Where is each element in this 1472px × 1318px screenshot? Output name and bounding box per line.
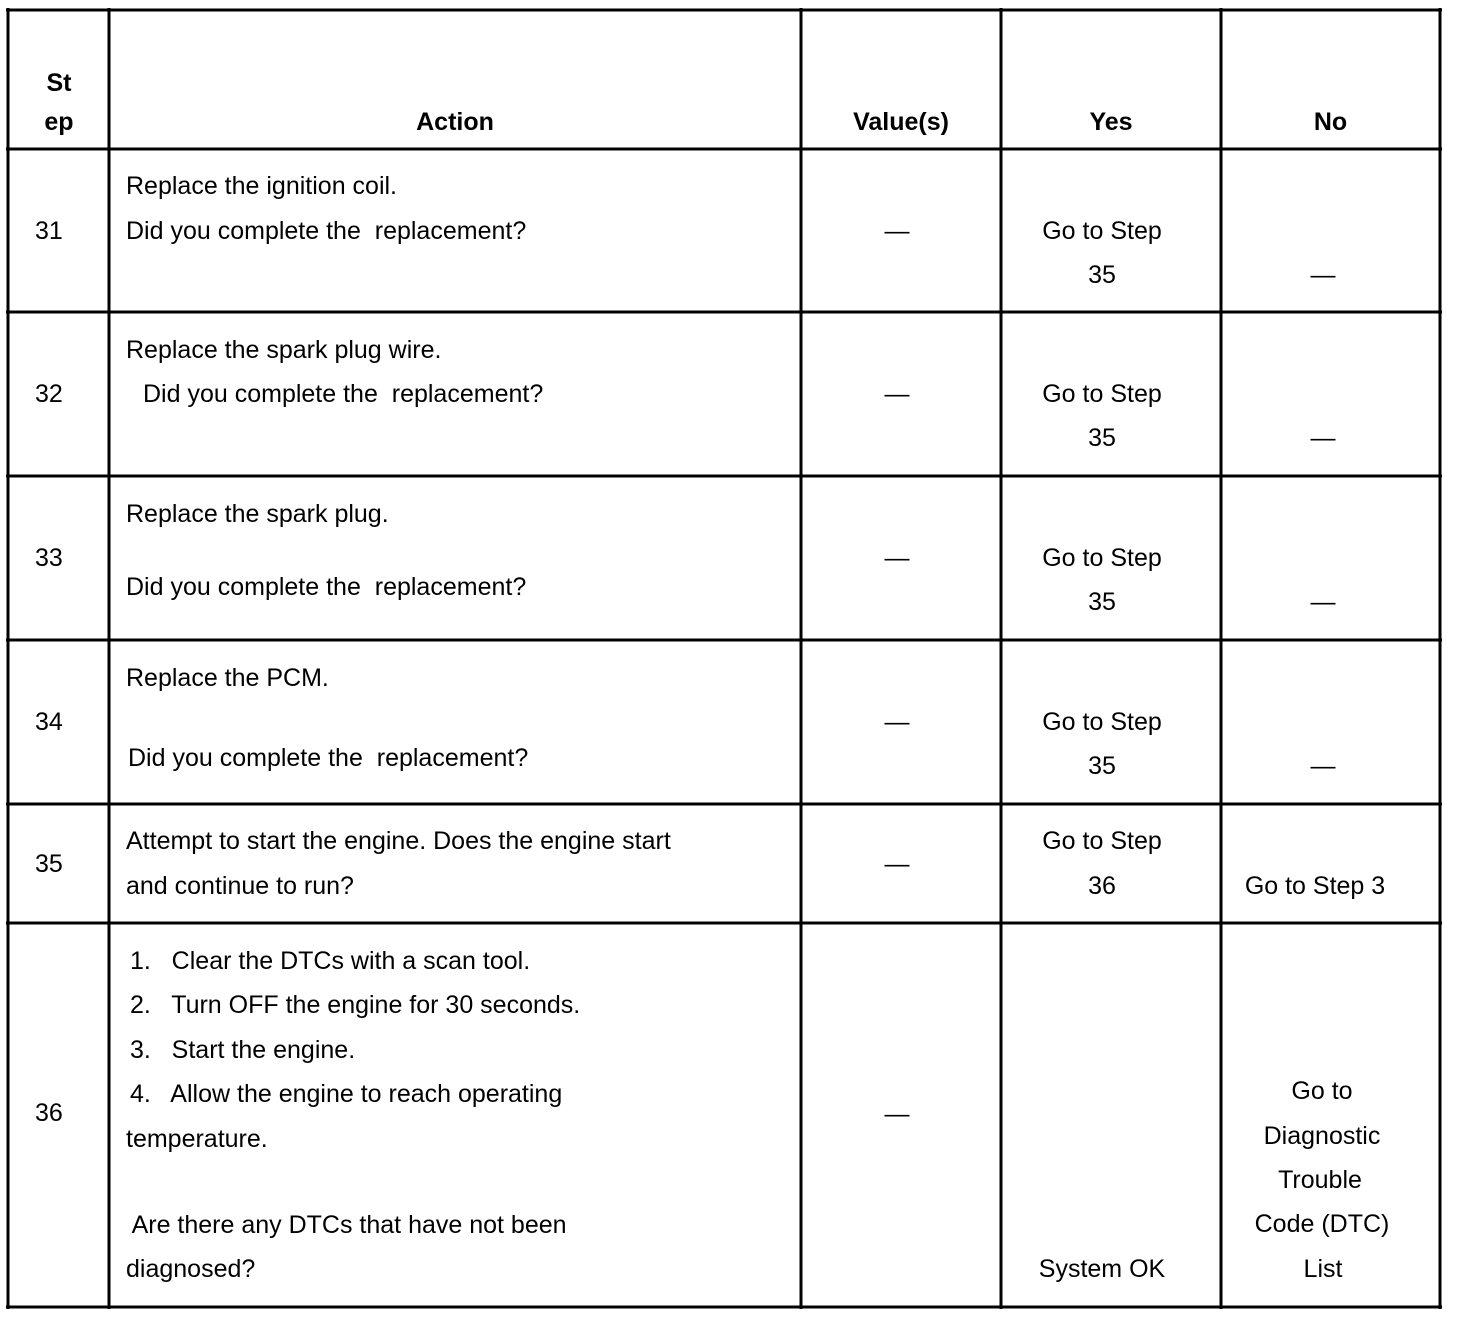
no-cell: —: [1310, 424, 1336, 452]
action-list-item: 2. Turn OFF the engine for 30 seconds.: [130, 991, 581, 1019]
no-cell-line: Diagnostic: [1263, 1122, 1381, 1150]
header-yes: Yes: [1089, 108, 1133, 136]
action-text-continued: and continue to run?: [126, 872, 354, 900]
value-cell: —: [884, 217, 910, 245]
action-question: Did you complete the replacement?: [128, 744, 529, 772]
action-text: Replace the spark plug.: [126, 500, 389, 528]
step-number: 36: [35, 1099, 63, 1127]
yes-cell-line1: Go to Step: [1042, 544, 1162, 572]
no-cell-line: List: [1303, 1255, 1343, 1283]
yes-cell: System OK: [1038, 1255, 1166, 1283]
no-cell-line: Code (DTC): [1254, 1210, 1390, 1238]
yes-cell-line2: 35: [1088, 752, 1116, 780]
action-question: Did you complete the replacement?: [126, 573, 527, 601]
yes-cell-line2: 35: [1088, 424, 1116, 452]
yes-cell-line2: 35: [1088, 261, 1116, 289]
header-no: No: [1313, 108, 1348, 136]
action-list-item: 3. Start the engine.: [130, 1036, 356, 1064]
yes-cell-line1: Go to Step: [1042, 827, 1162, 855]
step-number: 32: [35, 380, 63, 408]
action-list-item: 1. Clear the DTCs with a scan tool.: [130, 947, 531, 975]
yes-cell-line1: Go to Step: [1042, 380, 1162, 408]
action-list-item-continued: temperature.: [126, 1125, 268, 1153]
action-question: Are there any DTCs that have not been: [126, 1211, 567, 1239]
action-question: Did you complete the replacement?: [143, 380, 544, 408]
value-cell: —: [884, 1100, 910, 1128]
step-number: 33: [35, 544, 63, 572]
action-text: Replace the spark plug wire.: [126, 336, 442, 364]
action-question-continued: diagnosed?: [126, 1255, 256, 1283]
value-cell: —: [884, 850, 910, 878]
no-cell: —: [1310, 261, 1336, 289]
yes-cell-line1: Go to Step: [1042, 217, 1162, 245]
step-number: 31: [35, 217, 63, 245]
header-values: Value(s): [853, 108, 949, 136]
yes-cell-line1: Go to Step: [1042, 708, 1162, 736]
action-text: Replace the ignition coil.: [126, 172, 397, 200]
action-text: Replace the PCM.: [126, 664, 329, 692]
yes-cell-line2: 36: [1088, 872, 1116, 900]
value-cell: —: [884, 380, 910, 408]
header-step-line1: St: [46, 69, 72, 97]
header-step-line2: ep: [44, 108, 74, 136]
no-cell: —: [1310, 752, 1336, 780]
value-cell: —: [884, 708, 910, 736]
no-cell: —: [1310, 588, 1336, 616]
no-cell-line: Go to: [1291, 1077, 1353, 1105]
value-cell: —: [884, 544, 910, 572]
step-number: 35: [35, 850, 63, 878]
header-action: Action: [416, 108, 494, 136]
no-cell: Go to Step 3: [1244, 872, 1386, 900]
yes-cell-line2: 35: [1088, 588, 1116, 616]
no-cell-line: Trouble: [1278, 1166, 1362, 1194]
step-number: 34: [35, 708, 63, 736]
action-question: Did you complete the replacement?: [126, 217, 527, 245]
action-list-item: 4. Allow the engine to reach operating: [130, 1080, 563, 1108]
action-text: Attempt to start the engine. Does the engine start: [126, 827, 671, 855]
